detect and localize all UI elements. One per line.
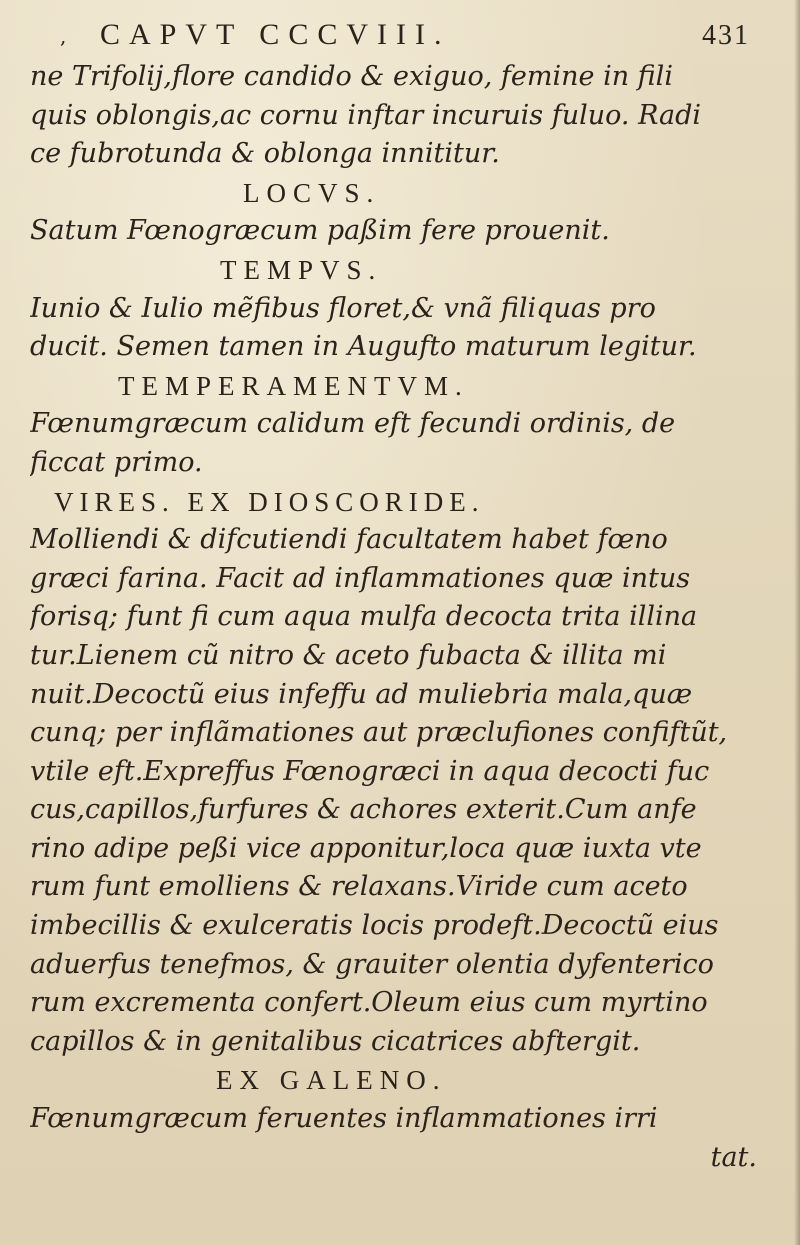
- chapter-title: CAPVT CCCVIII.: [100, 18, 451, 51]
- text-line: cunq; per inflãmationes aut præclufiones confiftũt,: [30, 717, 728, 749]
- section-heading-vires: VIRES. EX DIOSCORIDE.: [54, 486, 485, 517]
- text-line: cus,capillos,furfures & achores exterit.Cum anfe: [30, 794, 697, 826]
- text-line: rum funt emolliens & relaxans.Viride cum aceto: [30, 871, 688, 903]
- body-text: [30, 58, 765, 1177]
- text-line: Iunio & Iulio mẽfibus floret,& vnã filiquas pro: [30, 292, 656, 324]
- text-line: græci farina. Facit ad inflammationes quæ intus: [30, 562, 691, 594]
- catchword: tat.: [710, 1141, 757, 1173]
- section-heading-galeno: EX GALENO.: [216, 1065, 447, 1096]
- text-line: quis oblongis,ac cornu inftar incuruis fuluo. Radi: [30, 99, 702, 131]
- text-line: Molliendi & difcutiendi facultatem habet fœno: [30, 524, 668, 556]
- text-line: vtile eft.Expreffus Fœnogræci in aqua decocti fuc: [30, 755, 710, 787]
- text-line: forisq; funt fi cum aqua mulfa decocta trita illina: [30, 601, 698, 633]
- text-line: rino adipe peßi vice apponitur,loca quæ iuxta vte: [30, 832, 702, 864]
- text-line: ce fubrotunda & oblonga innititur.: [30, 138, 500, 170]
- text-line: Fœnumgræcum calidum eft fecundi ordinis, de: [30, 408, 676, 440]
- running-head-mark: ,: [60, 24, 67, 48]
- section-heading-temperamentum: TEMPERAMENTVM.: [118, 370, 469, 401]
- text-line: ducit. Semen tamen in Augufto maturum legitur.: [30, 331, 697, 363]
- text-line: Satum Fœnogræcum paßim fere prouenit.: [30, 215, 610, 247]
- running-head: [60, 18, 750, 58]
- text-line: rum excrementa confert.Oleum eius cum myrtino: [30, 987, 708, 1019]
- text-line: nuit.Decoctũ eius infeffu ad muliebria mala,quæ: [30, 678, 693, 710]
- text-line: imbecillis & exulceratis locis prodeft.Decoctũ eius: [30, 910, 719, 942]
- text-line: Fœnumgræcum feruentes inflammationes irri: [30, 1103, 658, 1135]
- text-line: aduerfus tenefmos, & grauiter olentia dyfenterico: [30, 948, 714, 980]
- text-line: ne Trifolij,flore candido & exiguo, femine in fili: [30, 61, 673, 92]
- text-line: capillos & in genitalibus cicatrices abftergit.: [30, 1025, 641, 1057]
- page-number: 431: [702, 20, 750, 51]
- page-edge-shadow: [794, 0, 800, 1245]
- section-heading-tempus: TEMPVS.: [220, 254, 383, 285]
- text-line: tur.Lienem cũ nitro & aceto fubacta & illita mi: [30, 639, 667, 671]
- text-line: ficcat primo.: [30, 446, 203, 478]
- section-heading-locus: LOCVS.: [243, 177, 381, 208]
